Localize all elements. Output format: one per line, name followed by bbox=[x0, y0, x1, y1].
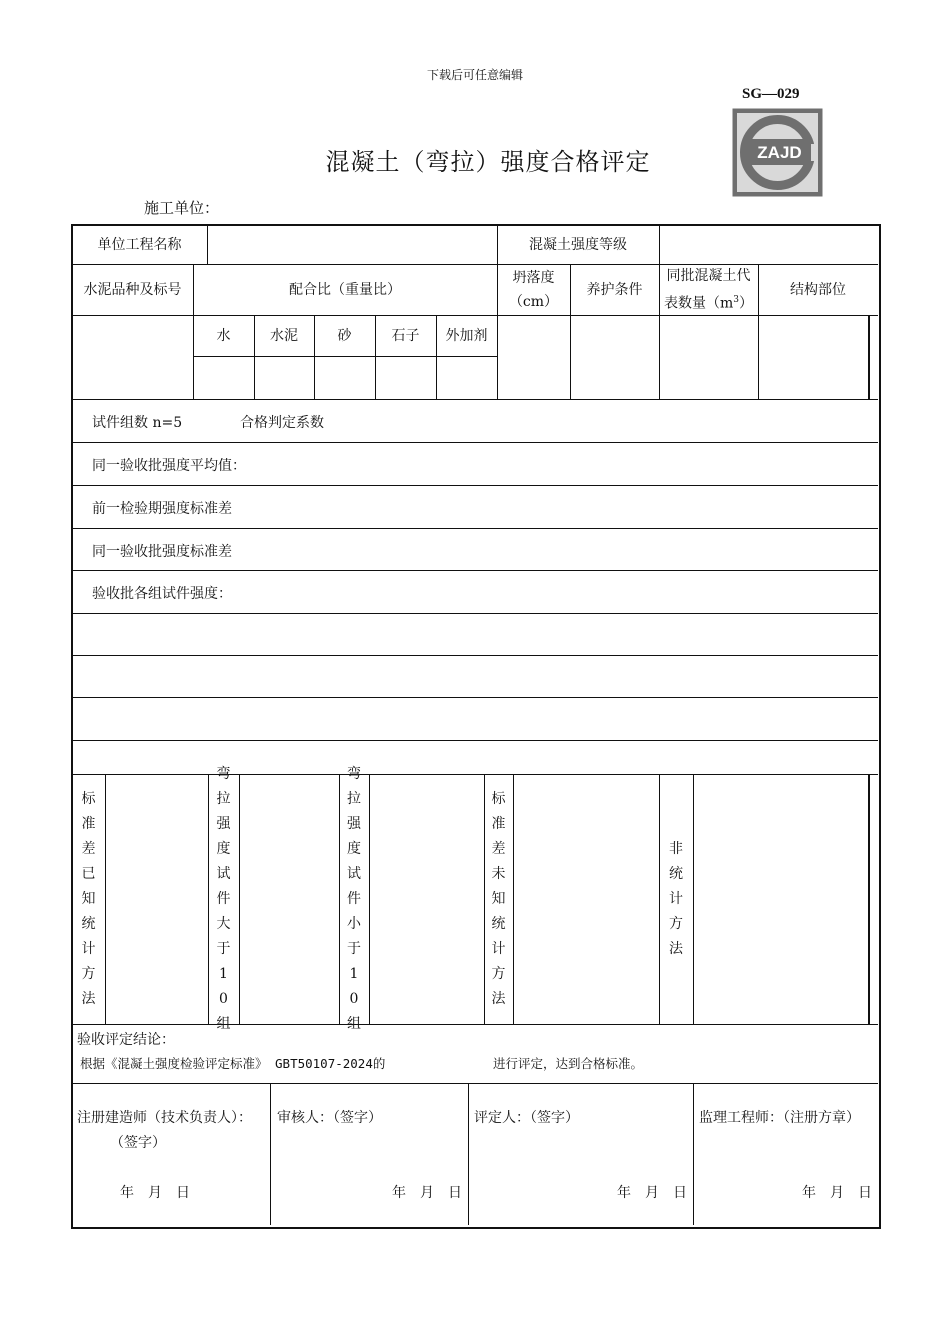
curing-label: 养护条件 bbox=[586, 281, 643, 298]
strength-grade-label: 混凝土强度等级 bbox=[529, 236, 627, 253]
mix-water-label: 水 bbox=[216, 327, 231, 344]
row-divider bbox=[193, 356, 497, 357]
row-divider bbox=[72, 442, 878, 443]
row-divider bbox=[72, 399, 878, 400]
structure-part-label: 结构部位 bbox=[790, 281, 846, 298]
prev-std-label: 前一检验期强度标准差 bbox=[92, 501, 232, 517]
row-divider bbox=[72, 697, 878, 698]
engineer-date: 年 月 日 bbox=[120, 1185, 190, 1201]
mix-admixture-label: 外加剂 bbox=[445, 327, 488, 344]
gt10-groups-label: 弯拉强度试件大于10组 bbox=[216, 765, 231, 1032]
judgment-coef-label: 合格判定系数 bbox=[240, 415, 324, 431]
row-divider bbox=[72, 1024, 878, 1025]
unit-project-field[interactable] bbox=[208, 225, 497, 264]
row-divider bbox=[72, 485, 878, 486]
mix-ratio-label: 配合比（重量比） bbox=[289, 281, 401, 298]
supervisor-date: 年 月 日 bbox=[802, 1185, 872, 1201]
row-divider bbox=[72, 613, 878, 614]
strength-grade-field[interactable] bbox=[660, 225, 877, 264]
batch-std-label: 同一验收批强度标准差 bbox=[92, 544, 232, 560]
row-divider bbox=[72, 740, 878, 741]
batch-qty-label: 同批混凝土代 表数量$(m^3)$ bbox=[663, 267, 753, 312]
row-divider bbox=[72, 774, 878, 775]
mix-cement-label: 水泥 bbox=[270, 327, 298, 344]
construction-unit-label: 施工单位： bbox=[144, 199, 220, 217]
evaluator-label: 评定人：（签字） bbox=[474, 1110, 579, 1126]
slump-label: 坍落度 （cm） bbox=[508, 269, 559, 310]
form-code: SG—029 bbox=[742, 86, 800, 102]
engineer-label: 注册建造师（技术负责人）： bbox=[77, 1110, 252, 1126]
engineer-sign-label: （签字） bbox=[110, 1135, 166, 1151]
top-note: 下载后可任意编辑 bbox=[426, 68, 523, 82]
unit-project-label: 单位工程名称 bbox=[97, 236, 182, 253]
page-title: 混凝土（弯拉）强度合格评定 bbox=[325, 148, 651, 176]
mix-sand-label: 砂 bbox=[337, 327, 352, 344]
group-strength-label: 验收批各组试件强度： bbox=[92, 586, 232, 602]
row-divider bbox=[72, 1083, 878, 1084]
lt10-groups-label: 弯拉强度试件小于10组 bbox=[347, 765, 361, 1032]
non-stat-method-label: 非统计方法 bbox=[669, 840, 683, 957]
supervisor-label: 监理工程师：（注册方章） bbox=[699, 1110, 860, 1126]
row-divider bbox=[72, 570, 878, 571]
std-unknown-method-label: 标准差未知统计方法 bbox=[491, 790, 506, 1007]
batch-mean-label: 同一验收批强度平均值： bbox=[92, 458, 246, 474]
std-known-method-label: 标准差已知统计方法 bbox=[81, 790, 96, 1007]
conclusion-text-2: 进行评定，达到合格标准。 bbox=[493, 1056, 644, 1071]
conclusion-text-1: 根据《混凝土强度检验评定标准》 GBT50107-2024的 bbox=[80, 1056, 386, 1071]
reviewer-date: 年 月 日 bbox=[392, 1185, 462, 1201]
logo-text: ZAJD bbox=[757, 143, 802, 162]
mix-stone-label: 石子 bbox=[391, 327, 420, 344]
evaluator-date: 年 月 日 bbox=[617, 1185, 687, 1201]
conclusion-label: 验收评定结论： bbox=[77, 1032, 175, 1048]
row-divider bbox=[72, 528, 878, 529]
cement-label: 水泥品种及标号 bbox=[83, 281, 182, 298]
row-divider bbox=[72, 655, 878, 656]
reviewer-label: 审核人：（签字） bbox=[277, 1110, 382, 1126]
specimen-groups-label: 试件组数 n=5 bbox=[92, 415, 183, 431]
